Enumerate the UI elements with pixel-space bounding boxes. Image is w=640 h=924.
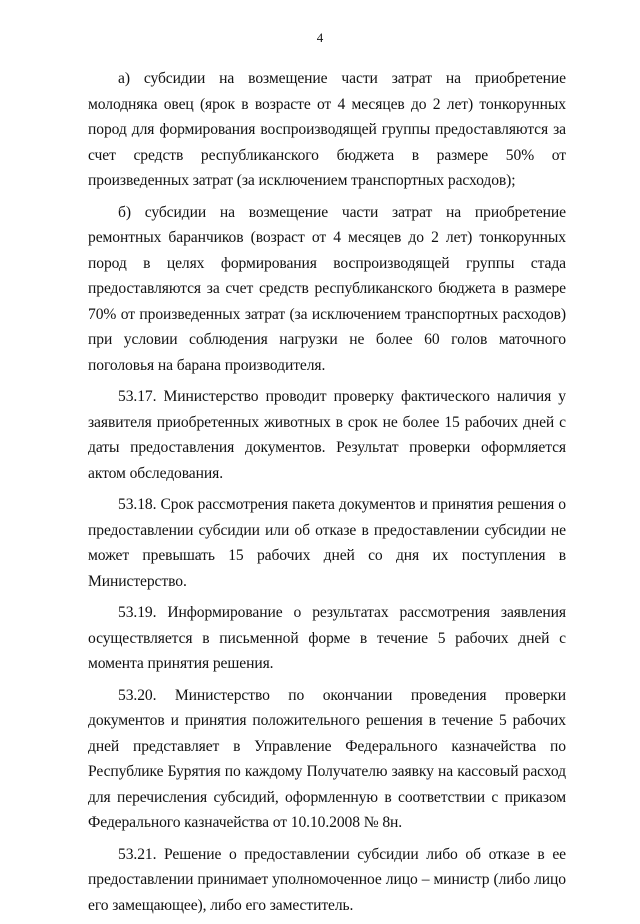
paragraph-a-lamb-subsidy: а) субсидии на возмещение части затрат на приобретение молодняка овец (ярок в возрасте от 4 месяцев до 2 лет) тонкорунных пород для формирования воспроизводящей группы предоставляются за счет средств республиканского бюджета в размере 50% от произведенных затрат (за исключением транспортных расходов); <box>88 70 566 189</box>
paragraph-53-21: 53.21. Решение о предоставлении субсидии либо об отказе в ее предоставлении принимает уполномоченное лицо – министр (либо лицо его замещающее), либо его заместитель. <box>88 845 566 914</box>
paragraph-53-17: 53.17. Министерство проводит проверку фактического наличия у заявителя приобретенных животных в срок не более 15 рабочих дней с даты предоставления документов. Результат проверки оформляется актом обследования. <box>88 388 566 482</box>
paragraph-53-19: 53.19. Информирование о результатах рассмотрения заявления осуществляется в письменной форме в течение 5 рабочих дней с момента принятия решения. <box>88 604 566 672</box>
paragraph-53-18: 53.18. Срок рассмотрения пакета документов и принятия решения о предоставлении субсидии или об отказе в предоставлении субсидии не может превышать 15 рабочих дней со дня их поступления в Министерство. <box>88 496 566 590</box>
document-body <box>88 66 566 924</box>
page-number: 4 <box>316 30 324 45</box>
paragraph-53-20: 53.20. Министерство по окончании проведения проверки документов и принятия положительного решения в течение 5 рабочих дней представляет в Управление Федерального казначейства по Республике Бурятия по каждому Получателю заявку на кассовый расход для перечисления субсидий, оформленную в соответствии с приказом Федерального казначейства от 10.10.2008 № 8н. <box>88 686 566 831</box>
paragraph-b-ram-subsidy: б) субсидии на возмещение части затрат на приобретение ремонтных баранчиков (возраст от 4 месяцев до 2 лет) тонкорунных пород в целях формирования воспроизводящей группы стада предоставляются за счет средств республиканского бюджета в размере 70% от произведенных затрат (за исключением транспортных расходов) при условии соблюдения нагрузки не более 60 голов маточного поголовья на барана производителя. <box>88 203 566 374</box>
